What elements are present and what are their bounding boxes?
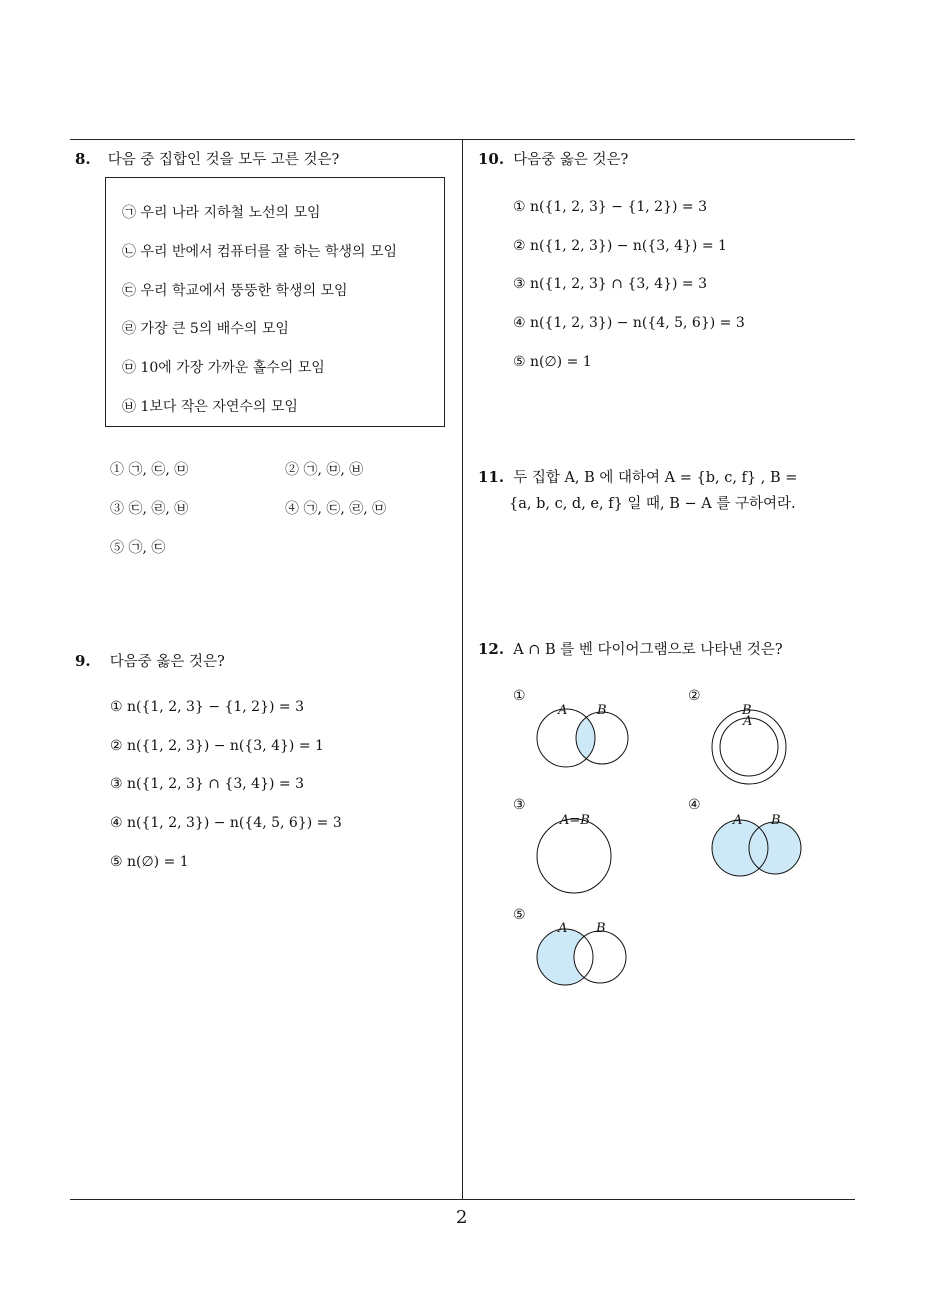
q9-choice-4[interactable]: ④ n({1, 2, 3}) − n({4, 5, 6}) = 3 bbox=[110, 815, 342, 831]
q10-choice-5[interactable]: ⑤ n(∅) = 1 bbox=[513, 354, 592, 370]
q10-choice-3[interactable]: ③ n({1, 2, 3} ∩ {3, 4}) = 3 bbox=[513, 276, 707, 292]
question-number: 11. bbox=[478, 468, 505, 486]
question-text: 다음중 옳은 것은? bbox=[513, 152, 629, 168]
q10-choice-4[interactable]: ④ n({1, 2, 3}) − n({4, 5, 6}) = 3 bbox=[513, 315, 745, 331]
q8-choice-3[interactable]: ③ ㉢, ㉣, ㉥ bbox=[110, 501, 189, 517]
q8-box-item: ㉡ 우리 반에서 컴퓨터를 잘 하는 학생의 모임 bbox=[122, 244, 398, 260]
q9-choice-3[interactable]: ③ n({1, 2, 3} ∩ {3, 4}) = 3 bbox=[110, 776, 304, 792]
question-number: 10. bbox=[478, 150, 505, 168]
question-10 bbox=[478, 148, 628, 169]
venn-option-3[interactable] bbox=[530, 810, 620, 900]
venn5-label-b: B bbox=[596, 921, 606, 936]
q9-choice-5[interactable]: ⑤ n(∅) = 1 bbox=[110, 854, 189, 870]
q12-option-mark-3[interactable]: ③ bbox=[513, 797, 526, 813]
venn3-label: A=B bbox=[560, 813, 590, 828]
q8-choice-2[interactable]: ② ㉠, ㉤, ㉥ bbox=[285, 462, 364, 478]
q12-option-mark-5[interactable]: ⑤ bbox=[513, 907, 526, 923]
question-text-line1: 두 집합 A, B 에 대하여 A = {b, c, f} , B = bbox=[513, 470, 798, 486]
question-number: 9. bbox=[75, 652, 91, 670]
q12-option-mark-4[interactable]: ④ bbox=[688, 797, 701, 813]
question-9 bbox=[75, 650, 225, 671]
page-number: 2 bbox=[456, 1207, 468, 1228]
venn4-label-a: A bbox=[733, 813, 743, 828]
q8-choice-4[interactable]: ④ ㉠, ㉢, ㉣, ㉤ bbox=[285, 501, 387, 517]
q8-choice-1[interactable]: ① ㉠, ㉢, ㉤ bbox=[110, 462, 189, 478]
q8-choice-5[interactable]: ⑤ ㉠, ㉢ bbox=[110, 540, 166, 556]
q8-box-item: ㉠ 우리 나라 지하철 노선의 모임 bbox=[122, 205, 321, 221]
venn5-label-a: A bbox=[558, 921, 568, 936]
question-8 bbox=[75, 148, 339, 169]
q8-box-item: ㉤ 10에 가장 가까운 홀수의 모임 bbox=[122, 360, 325, 376]
q10-choice-1[interactable]: ① n({1, 2, 3} − {1, 2}) = 3 bbox=[513, 199, 707, 215]
venn-option-1[interactable] bbox=[530, 700, 640, 770]
question-12 bbox=[478, 638, 783, 659]
question-number: 12. bbox=[478, 640, 505, 658]
question-text: 다음중 옳은 것은? bbox=[109, 654, 225, 670]
venn-option-4[interactable] bbox=[705, 810, 815, 885]
question-text: 다음 중 집합인 것을 모두 고른 것은? bbox=[107, 152, 340, 168]
question-number: 8. bbox=[75, 150, 91, 168]
q8-box-item: ㉥ 1보다 작은 자연수의 모임 bbox=[122, 399, 298, 415]
venn3-circle bbox=[537, 819, 611, 893]
question-text: A ∩ B 를 벤 다이어그램으로 나타낸 것은? bbox=[513, 642, 783, 658]
question-text-line2: {a, b, c, d, e, f} 일 때, B − A 를 구하여라. bbox=[509, 496, 796, 512]
q10-choice-2[interactable]: ② n({1, 2, 3}) − n({3, 4}) = 1 bbox=[513, 238, 727, 254]
q8-box-item: ㉢ 우리 학교에서 뚱뚱한 학생의 모임 bbox=[122, 283, 348, 299]
venn4-label-b: B bbox=[771, 813, 781, 828]
venn-option-5[interactable] bbox=[530, 920, 640, 990]
venn-option-2[interactable] bbox=[705, 700, 795, 790]
venn2-label-b: B bbox=[742, 703, 752, 718]
q12-option-mark-1[interactable]: ① bbox=[513, 688, 526, 704]
q12-option-mark-2[interactable]: ② bbox=[688, 688, 701, 704]
venn1-label-a: A bbox=[558, 703, 568, 718]
q8-box-item: ㉣ 가장 큰 5의 배수의 모임 bbox=[122, 321, 289, 337]
venn2-label-a: A bbox=[743, 714, 753, 729]
q9-choice-1[interactable]: ① n({1, 2, 3} − {1, 2}) = 3 bbox=[110, 699, 304, 715]
venn1-label-b: B bbox=[597, 703, 607, 718]
column-divider bbox=[462, 139, 463, 1200]
question-11 bbox=[478, 466, 858, 487]
q9-choice-2[interactable]: ② n({1, 2, 3}) − n({3, 4}) = 1 bbox=[110, 738, 324, 754]
